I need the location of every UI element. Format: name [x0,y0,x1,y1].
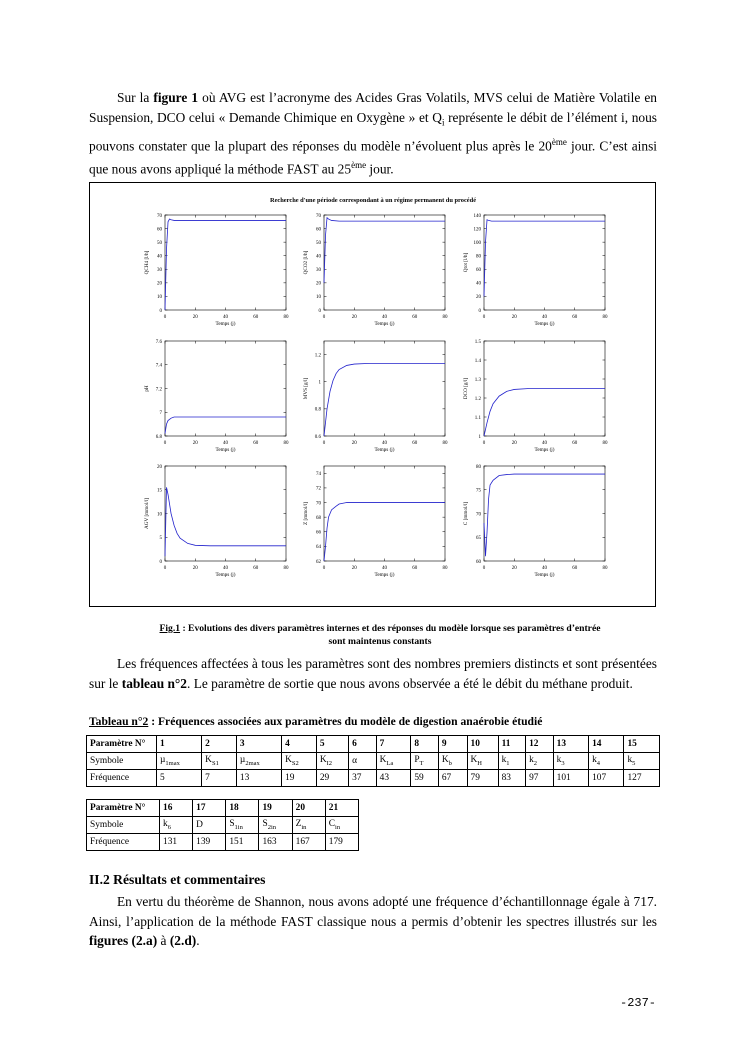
series-line [484,220,605,297]
page-number: -237- [620,996,657,1010]
y-tick-label: 20 [476,295,481,301]
table-row [87,834,359,851]
table-cell: 3 [236,736,281,753]
y-tick-label: 80 [476,254,481,260]
series-line [324,363,445,436]
table-cell: 101 [553,770,588,787]
table-cell: 97 [526,770,554,787]
y-axis-label: Qtot [l/h] [463,252,469,273]
parameter-table-1 [86,735,660,787]
table-cell: $k_2$ [526,753,554,770]
table-row [87,817,359,834]
x-tick-label: 20 [511,566,517,571]
x-tick-label: 40 [382,441,387,446]
parameter-table-2 [86,799,359,851]
table-cell: µ$_{1max}$ [157,753,202,770]
y-tick-label: 140 [473,213,481,219]
y-tick-label: 7.6 [155,339,162,345]
series-line [165,487,286,556]
series-line [165,417,286,434]
x-tick-label: 20 [351,441,357,446]
y-axis-label: AGV [mmol/l] [144,498,150,529]
plot-frame [324,341,445,436]
y-tick-label: 15 [157,488,162,494]
x-tick-label: 20 [511,441,517,446]
row-header-cell: Symbole [87,817,160,834]
table-cell: 17 [193,800,226,817]
x-tick-label: 80 [602,315,608,320]
x-tick-label: 80 [283,441,289,446]
y-tick-label: 70 [157,213,162,219]
intro-paragraph: Sur la figure 1 où AVG est l’acronyme des Acides Gras Volatils, MVS celui de Matière Volatile en Suspension, DCO celui « Demande Chimique en Oxygène » et $Q_i$ représente le débit de l’élément i, nous pouvons constater que la plupart des réponses du modèle n’évoluent plus après le 20ème jour. C’est ainsi que nous avons appliqué la méthode FAST au 25ème jour. [89,90,658,177]
series-line [324,218,445,283]
x-tick-label: 80 [283,315,289,320]
table-cell: 127 [624,770,660,787]
x-tick-label: 60 [253,441,259,446]
x-tick-label: 20 [192,566,198,571]
series-line [165,219,286,310]
table-cell: 179 [325,834,358,851]
y-tick-label: 1.2 [474,396,481,402]
y-tick-label: 1 [318,380,321,386]
y-axis-label: pH [144,385,150,392]
table-cell: 4 [282,736,317,753]
x-tick-label: 80 [602,566,608,571]
x-tick-label: 40 [223,566,228,571]
x-tick-label: 0 [163,315,167,320]
plot-frame [165,215,286,310]
table-cell: 7 [376,736,411,753]
x-tick-label: 0 [163,441,167,446]
figure-title: Recherche d'une période correspondant à un régime permanent du procédé [269,197,477,204]
y-tick-label: 1 [478,434,481,440]
table-cell: 6 [349,736,377,753]
x-tick-label: 40 [382,315,387,320]
y-tick-label: 60 [316,227,321,233]
plot-frame [165,341,286,436]
table-cell: $k_5$ [624,753,660,770]
y-tick-label: 6.8 [155,434,162,440]
plot-frame [484,466,605,561]
y-tick-label: 10 [157,295,162,301]
table-cell: 20 [292,800,325,817]
table-cell: $k_6$ [160,817,193,834]
y-tick-label: 0 [318,308,321,314]
table-cell: $K_{S1}$ [202,753,237,770]
y-tick-label: 7 [159,411,162,417]
row-header-cell: Paramètre N° [87,736,157,753]
table-cell: 15 [624,736,660,753]
x-tick-label: 80 [442,315,448,320]
table-cell: D [193,817,226,834]
y-tick-label: 40 [316,254,321,260]
y-tick-label: 0.8 [314,407,321,413]
row-header-cell: Fréquence [87,834,160,851]
table-cell: 21 [325,800,358,817]
y-tick-label: 1.5 [474,339,481,345]
x-axis-label: Temps (j) [534,447,555,453]
y-tick-label: 30 [157,268,162,274]
x-tick-label: 60 [412,315,418,320]
table-cell: 8 [411,736,439,753]
x-axis-label: Temps (j) [374,321,395,327]
y-tick-label: 60 [157,227,162,233]
table-cell: 18 [226,800,259,817]
x-tick-label: 20 [192,441,198,446]
x-tick-label: 40 [223,315,228,320]
table-cell: $K_{La}$ [376,753,411,770]
y-tick-label: 0 [159,308,162,314]
section-heading: II.2 Résultats et commentaires [89,872,266,887]
x-axis-label: Temps (j) [534,572,555,578]
table-cell: $K_b$ [438,753,467,770]
table-cell: $S_{1in}$ [226,817,259,834]
table-cell: 167 [292,834,325,851]
table-cell: 67 [438,770,467,787]
series-line [484,474,605,556]
y-tick-label: 0 [159,559,162,565]
y-tick-label: 0 [478,308,481,314]
table-cell: $K_{I2}$ [316,753,348,770]
x-tick-label: 0 [482,441,486,446]
y-tick-label: 62 [316,559,321,565]
x-tick-label: 40 [542,566,547,571]
table-cell: 9 [438,736,467,753]
x-tick-label: 60 [253,566,259,571]
table-cell: $K_{S2}$ [282,753,317,770]
table-cell: $k_1$ [498,753,526,770]
table-cell: 107 [589,770,624,787]
series-line [484,389,605,437]
x-axis-label: Temps (j) [374,572,395,578]
x-tick-label: 20 [511,315,517,320]
y-tick-label: 30 [316,268,321,274]
y-tick-label: 5 [159,536,162,542]
table-cell: 37 [349,770,377,787]
table-cell: 13 [553,736,588,753]
table-title: Tableau n°2 : Fréquences associées aux paramètres du modèle de digestion anaérobie étudié [89,715,543,728]
table-row [87,753,660,770]
y-tick-label: 10 [157,512,162,518]
y-tick-label: 40 [157,254,162,260]
x-tick-label: 60 [412,441,418,446]
row-header-cell: Symbole [87,753,157,770]
table-cell: 2 [202,736,237,753]
y-tick-label: 1.3 [474,377,481,383]
table-cell: 1 [157,736,202,753]
plot-frame [484,215,605,310]
table-cell: 131 [160,834,193,851]
y-tick-label: 66 [316,530,321,536]
table-cell: 7 [202,770,237,787]
y-tick-label: 65 [476,536,481,542]
table-cell: 13 [236,770,281,787]
y-tick-label: 7.2 [155,387,162,393]
series-line [324,503,445,561]
y-tick-label: 20 [157,281,162,287]
y-tick-label: 70 [316,213,321,219]
x-tick-label: 60 [572,315,578,320]
y-tick-label: 20 [157,464,162,470]
table-cell: $P_T$ [411,753,439,770]
x-tick-label: 40 [223,441,228,446]
y-tick-label: 75 [476,488,481,494]
table-cell: 151 [226,834,259,851]
table-cell: 29 [316,770,348,787]
y-tick-label: 1.2 [314,353,321,359]
y-tick-label: 7.4 [155,363,162,369]
y-tick-label: 100 [473,240,481,246]
table-cell: α [349,753,377,770]
table-cell: $K_H$ [467,753,498,770]
y-tick-label: 60 [476,559,481,565]
table-cell: 19 [282,770,317,787]
table-cell: 12 [526,736,554,753]
table-cell: 11 [498,736,526,753]
results-paragraph: En vertu du théorème de Shannon, nous avons adopté une fréquence d’échantillonnage égale à 717. Ainsi, l’application de la méthode FAST classique nous a permis d’obtenir les spectres illustrés sur les figures (2.a) à (2.d). [89,894,657,949]
x-tick-label: 20 [192,315,198,320]
figure-1-frame [89,182,656,607]
y-tick-label: 1.4 [474,358,481,364]
y-tick-label: 72 [316,486,321,492]
x-tick-label: 40 [542,441,547,446]
y-tick-label: 74 [316,472,321,478]
x-tick-label: 60 [572,441,578,446]
x-tick-label: 0 [322,441,326,446]
table-cell: 83 [498,770,526,787]
table-cell: 163 [259,834,292,851]
figure-caption: Fig.1 : Evolutions des divers paramètres internes et des réponses du modèle lorsque ses paramètres d’entrée sont maintenus constants [159,623,601,647]
y-tick-label: 60 [476,268,481,274]
table-row [87,770,660,787]
x-tick-label: 80 [602,441,608,446]
y-tick-label: 10 [316,295,321,301]
x-tick-label: 20 [351,566,357,571]
table-cell: $k_4$ [589,753,624,770]
table-cell: 19 [259,800,292,817]
table-cell: 16 [160,800,193,817]
y-axis-label: C [mmol/l] [463,501,469,526]
y-tick-label: 1.1 [474,415,481,421]
x-tick-label: 0 [163,566,167,571]
table-cell: 43 [376,770,411,787]
table-cell: $k_3$ [553,753,588,770]
y-tick-label: 50 [316,240,321,246]
x-tick-label: 0 [482,315,486,320]
table-cell: 5 [316,736,348,753]
row-header-cell: Paramètre N° [87,800,160,817]
y-tick-label: 20 [316,281,321,287]
y-tick-label: 50 [157,240,162,246]
table-cell: µ$_{2max}$ [236,753,281,770]
x-tick-label: 40 [382,566,387,571]
figure-1-plots [90,183,655,606]
row-header-cell: Fréquence [87,770,157,787]
plot-frame [324,466,445,561]
table-row [87,736,660,753]
plot-frame [324,215,445,310]
y-tick-label: 70 [316,501,321,507]
table-cell: $Z_{in}$ [292,817,325,834]
y-tick-label: 80 [476,464,481,470]
x-tick-label: 40 [542,315,547,320]
y-tick-label: 0.6 [314,434,321,440]
x-tick-label: 60 [572,566,578,571]
x-tick-label: 80 [442,441,448,446]
table-row [87,800,359,817]
x-tick-label: 80 [283,566,289,571]
table-cell: 139 [193,834,226,851]
y-tick-label: 68 [316,515,321,521]
x-tick-label: 0 [482,566,486,571]
y-tick-label: 120 [473,227,481,233]
x-tick-label: 60 [253,315,259,320]
frequencies-paragraph: Les fréquences affectées à tous les paramètres sont des nombres premiers distincts et sont présentées sur le tableau n°2. Le paramètre de sortie que nous avons observée a été le débit du méthane produit. [89,656,657,691]
x-axis-label: Temps (j) [374,447,395,453]
y-tick-label: 40 [476,281,481,287]
x-tick-label: 80 [442,566,448,571]
x-tick-label: 20 [351,315,357,320]
x-tick-label: 0 [322,566,326,571]
y-axis-label: MVS [g/l] [303,377,309,400]
x-tick-label: 0 [322,315,326,320]
x-axis-label: Temps (j) [534,321,555,327]
table-cell: $S_{2in}$ [259,817,292,834]
y-axis-label: Z [mmol/l] [303,502,309,525]
table-cell: 5 [157,770,202,787]
plot-frame [165,466,286,561]
y-tick-label: 70 [476,512,481,518]
x-axis-label: Temps (j) [215,447,236,453]
x-axis-label: Temps (j) [215,321,236,327]
table-cell: 10 [467,736,498,753]
y-tick-label: 64 [316,545,321,551]
x-axis-label: Temps (j) [215,572,236,578]
table-cell: 14 [589,736,624,753]
table-cell: 79 [467,770,498,787]
y-axis-label: DCO [g/l] [463,377,469,400]
table-cell: $C_{in}$ [325,817,358,834]
y-axis-label: QCH4 [l/h] [144,250,150,275]
table-cell: 59 [411,770,439,787]
x-tick-label: 60 [412,566,418,571]
y-axis-label: QCO2 [l/h] [303,250,309,275]
